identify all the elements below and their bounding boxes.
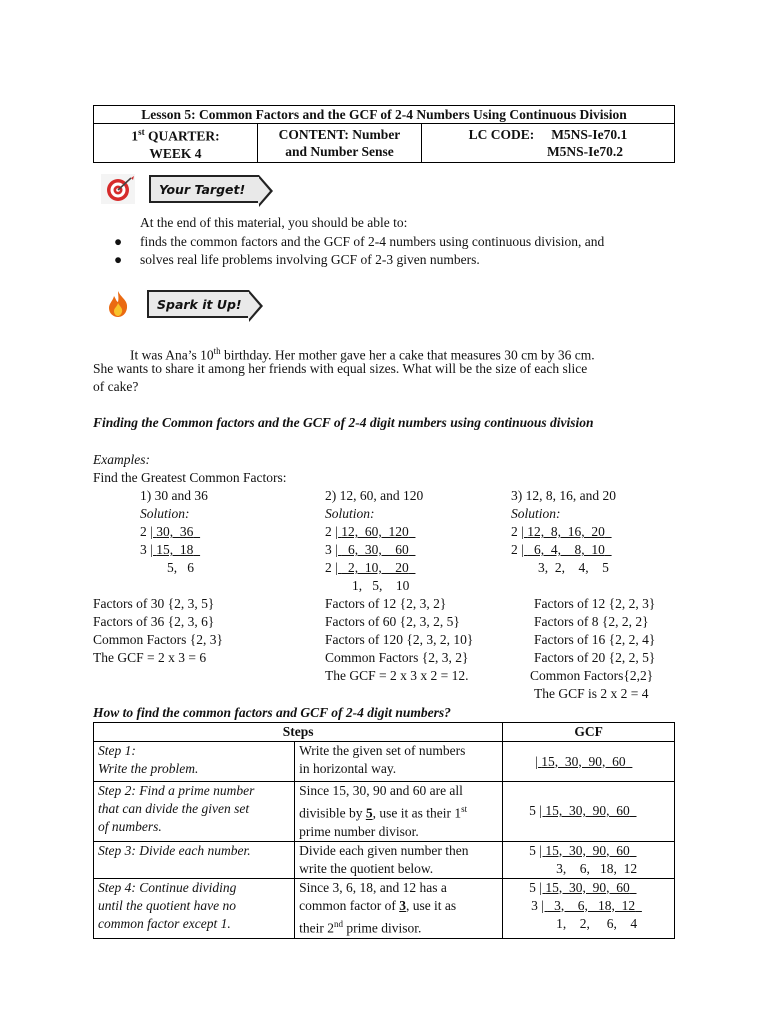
step-2-gcf bbox=[503, 782, 675, 842]
example-1-solution-label: Solution: bbox=[140, 506, 190, 521]
gcf-column-header: GCF bbox=[503, 723, 675, 742]
desc-sup: nd bbox=[333, 918, 343, 929]
desc-bold-number: 3 bbox=[399, 897, 406, 913]
bullet-icon: ● bbox=[114, 252, 123, 267]
example-2-title: 2) 12, 60, and 120 bbox=[325, 488, 424, 503]
bullet-icon: ● bbox=[114, 234, 123, 249]
example-3-fact: Factors of 8 {2, 2, 2} bbox=[534, 614, 649, 629]
divisor: 5 bbox=[529, 842, 536, 858]
divisor: 5 bbox=[529, 803, 536, 819]
example-3-solution-label: Solution: bbox=[511, 506, 561, 521]
example-3-quotient: 3, 2, 4, 5 bbox=[538, 560, 609, 575]
quotient: 3, 6, 18, 12 bbox=[556, 860, 638, 876]
desc-text: their 2 bbox=[299, 920, 334, 935]
example-2-fact: Factors of 12 {2, 3, 2} bbox=[325, 596, 447, 611]
divisor: 2 bbox=[140, 524, 147, 539]
quotient: 1, 2, 6, 4 bbox=[556, 915, 638, 931]
divisor: 3 bbox=[325, 542, 332, 557]
example-3-fact: Factors of 16 {2, 2, 4} bbox=[534, 632, 656, 647]
dividends: 15, 30, 90, 60 bbox=[545, 842, 630, 858]
step-3-description bbox=[295, 841, 503, 878]
examples-label: Examples: bbox=[93, 452, 150, 467]
divisor: 3 bbox=[140, 542, 147, 557]
division-bar: | 12, 60, 120 bbox=[335, 524, 409, 539]
spark-paragraph-line-2: She wants to share it among her friends with equal sizes. What will be the size of each slice bbox=[93, 361, 588, 376]
divisor: 3 bbox=[531, 897, 538, 913]
examples-instruction: Find the Greatest Common Factors: bbox=[93, 470, 287, 485]
dividends: 6, 4, 8, 10 bbox=[527, 542, 605, 557]
target-intro: At the end of this material, you should be able to: bbox=[140, 215, 408, 230]
desc-text: Since 3, 6, 18, and 12 has a bbox=[299, 879, 447, 895]
divisor: 2 bbox=[325, 524, 332, 539]
step-text: Step 1: bbox=[98, 743, 136, 758]
example-3-division-row bbox=[511, 523, 612, 541]
dividends: 6, 30, 60 bbox=[341, 542, 409, 557]
example-2-solution-label: Solution: bbox=[325, 506, 375, 521]
division-bar: | 6, 4, 8, 10 bbox=[521, 542, 605, 557]
step-text: common factor except 1. bbox=[98, 915, 231, 931]
divisor: 5 bbox=[529, 879, 536, 895]
example-1-division-row bbox=[140, 541, 200, 559]
quarter-cell bbox=[94, 124, 258, 163]
example-2-division-row bbox=[325, 523, 415, 541]
spark-banner bbox=[93, 289, 249, 319]
step-text: that can divide the given set bbox=[98, 801, 250, 816]
step-text: Write the problem. bbox=[98, 761, 199, 776]
desc-text: Divide each given number then bbox=[299, 842, 469, 858]
step-text: Step 2: Find a prime number bbox=[98, 783, 255, 798]
desc-text: divisible by bbox=[299, 805, 366, 821]
content-line-2: and Number Sense bbox=[285, 143, 394, 159]
example-2-fact: Factors of 60 {2, 3, 2, 5} bbox=[325, 614, 460, 629]
division-bar: | 6, 30, 60 bbox=[335, 542, 409, 557]
dividends: 12, 8, 16, 20 bbox=[527, 524, 605, 539]
dividends: 12, 60, 120 bbox=[341, 524, 409, 539]
example-1-fact: The GCF = 2 x 3 = 6 bbox=[93, 650, 207, 665]
example-1-fact: Common Factors {2, 3} bbox=[93, 632, 223, 647]
step-text: Step 3: Divide each number. bbox=[98, 842, 251, 858]
example-2-fact: Common Factors {2, 3, 2} bbox=[325, 650, 469, 665]
desc-text: common factor of bbox=[299, 897, 400, 913]
example-3-fact: Common Factors{2,2} bbox=[530, 668, 654, 683]
lesson-header-table bbox=[93, 105, 675, 163]
week-label: WEEK 4 bbox=[149, 145, 202, 161]
lc-code-1: M5NS-Ie70.1 bbox=[551, 126, 628, 142]
example-2-fact: Factors of 120 {2, 3, 2, 10} bbox=[325, 632, 474, 647]
your-target-label: Your Target! bbox=[149, 175, 259, 203]
example-1-fact: Factors of 36 {2, 3, 6} bbox=[93, 614, 215, 629]
step-1-cell bbox=[94, 742, 295, 782]
division-bar: | 15, 30, 90, 60 bbox=[539, 842, 630, 858]
divisor: 2 bbox=[325, 560, 332, 575]
desc-text: in horizontal way. bbox=[299, 761, 397, 776]
steps-table bbox=[93, 722, 675, 939]
target-icon bbox=[93, 174, 143, 204]
lc-code-cell bbox=[422, 124, 675, 163]
step-2-description bbox=[295, 782, 503, 842]
example-3-division-row bbox=[511, 541, 612, 559]
desc-sup: st bbox=[461, 804, 468, 814]
spark-text-a: It was Ana’s 10 bbox=[130, 347, 214, 363]
dividends: 30, 36 bbox=[156, 524, 194, 539]
step-4-gcf bbox=[503, 878, 675, 938]
target-bullet-1: finds the common factors and the GCF of 2-4 numbers using continuous division, and bbox=[140, 234, 605, 249]
division-bar: | 30, 36 bbox=[150, 524, 194, 539]
desc-text: Since 15, 30, 90 and 60 are all bbox=[299, 783, 463, 798]
example-2-quotient: 1, 5, 10 bbox=[352, 578, 410, 593]
desc-text: write the quotient below. bbox=[299, 860, 434, 876]
quarter-label: QUARTER: bbox=[148, 128, 220, 144]
dividends: 3, 6, 18, 12 bbox=[547, 897, 636, 913]
content-cell bbox=[258, 124, 422, 163]
quarter-sup: st bbox=[138, 127, 145, 137]
desc-text: , use it as their 1 bbox=[372, 805, 462, 821]
step-text: Step 4: Continue dividing bbox=[98, 879, 237, 895]
step-4-cell bbox=[94, 878, 295, 938]
example-2-division-row bbox=[325, 541, 415, 559]
desc-text: prime divisor. bbox=[342, 920, 422, 935]
lc-code-2: M5NS-Ie70.2 bbox=[546, 143, 624, 159]
division-bar: | 12, 8, 16, 20 bbox=[521, 524, 605, 539]
divisor: 2 bbox=[511, 542, 518, 557]
steps-column-header: Steps bbox=[94, 723, 503, 742]
division-bar: | 15, 18 bbox=[150, 542, 194, 557]
example-1-quotient: 5, 6 bbox=[167, 560, 194, 575]
example-3-title: 3) 12, 8, 16, and 20 bbox=[511, 488, 616, 503]
desc-text: prime number divisor. bbox=[299, 823, 419, 839]
division-bar: | 15, 30, 90, 60 bbox=[539, 803, 630, 819]
dividends: 15, 30, 90, 60 bbox=[541, 753, 626, 769]
spark-text-b: birthday. Her mother gave her a cake that measures 30 cm by 36 cm. bbox=[220, 347, 595, 363]
dividends: 15, 18 bbox=[156, 542, 194, 557]
how-heading: How to find the common factors and GCF of 2-4 digit numbers? bbox=[93, 705, 451, 720]
example-3-fact: Factors of 20 {2, 2, 5} bbox=[534, 650, 656, 665]
spark-paragraph-line-3: of cake? bbox=[93, 379, 139, 394]
target-bullet-2: solves real life problems involving GCF of 2-3 given numbers. bbox=[140, 252, 480, 267]
desc-text: Write the given set of numbers bbox=[299, 743, 466, 758]
step-3-gcf bbox=[503, 841, 675, 878]
desc-bold-number: 5 bbox=[365, 805, 373, 821]
example-2-fact: The GCF = 2 x 3 x 2 = 12. bbox=[325, 668, 469, 683]
division-bar: | 3, 6, 18, 12 bbox=[541, 897, 636, 913]
example-1-title: 1) 30 and 36 bbox=[140, 488, 208, 503]
desc-text: , use it as bbox=[405, 897, 457, 913]
example-3-fact: Factors of 12 {2, 2, 3} bbox=[534, 596, 656, 611]
step-text: until the quotient have no bbox=[98, 897, 236, 913]
flame-icon bbox=[93, 289, 143, 319]
quarter-number: 1 bbox=[131, 128, 139, 144]
dividends: 2, 10, 20 bbox=[341, 560, 409, 575]
step-1-gcf bbox=[503, 742, 675, 782]
spark-sup: th bbox=[213, 346, 221, 356]
example-3-fact: The GCF is 2 x 2 = 4 bbox=[534, 686, 649, 701]
example-1-fact: Factors of 30 {2, 3, 5} bbox=[93, 596, 215, 611]
division-bar: | 2, 10, 20 bbox=[335, 560, 409, 575]
spark-label: Spark it Up! bbox=[147, 290, 249, 318]
step-2-cell bbox=[94, 782, 295, 842]
division-bar: | 15, 30, 90, 60 bbox=[539, 879, 630, 895]
division-bar: | 15, 30, 90, 60 bbox=[535, 753, 626, 769]
example-2-division-row bbox=[325, 559, 415, 577]
step-text: of numbers. bbox=[98, 819, 162, 834]
example-1-division-row bbox=[140, 523, 200, 541]
lesson-title: Lesson 5: Common Factors and the GCF of 2-4 Numbers Using Continuous Division bbox=[94, 106, 675, 124]
content-line-1: CONTENT: Number bbox=[278, 126, 401, 142]
finding-heading: Finding the Common factors and the GCF of 2-4 digit numbers using continuous division bbox=[93, 415, 594, 430]
dividends: 15, 30, 90, 60 bbox=[545, 803, 630, 819]
your-target-banner bbox=[93, 174, 259, 204]
step-4-description bbox=[295, 878, 503, 938]
divisor: 2 bbox=[511, 524, 518, 539]
dividends: 15, 30, 90, 60 bbox=[545, 879, 630, 895]
step-3-cell bbox=[94, 841, 295, 878]
lc-code-label: LC CODE: bbox=[468, 126, 535, 142]
step-1-description bbox=[295, 742, 503, 782]
